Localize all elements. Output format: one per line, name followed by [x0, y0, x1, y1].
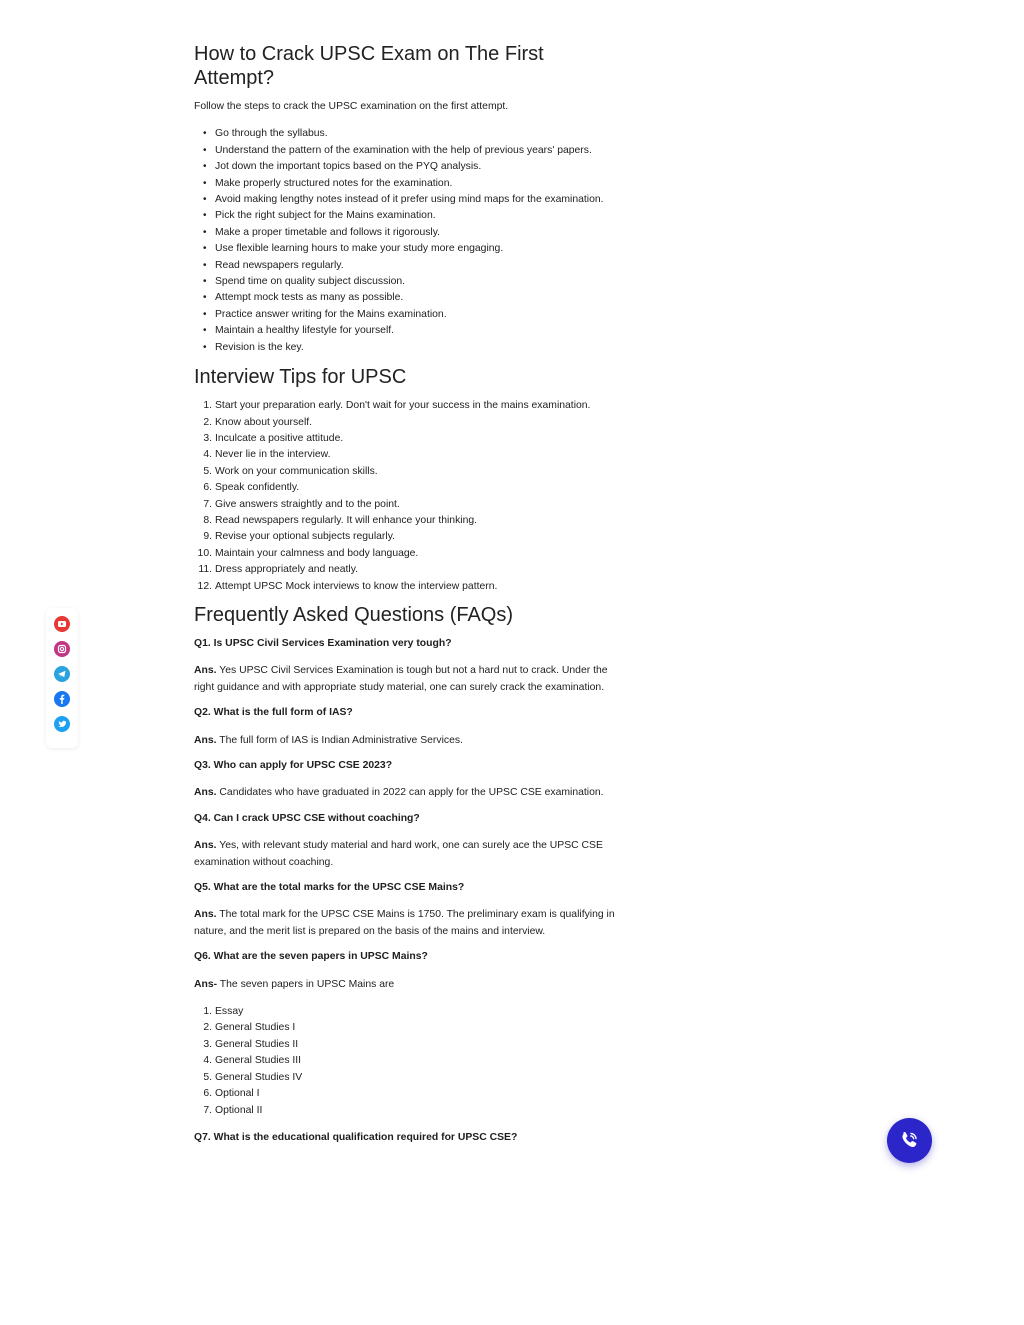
- list-item: • Revision is the key.: [194, 340, 619, 356]
- list-item-text: Read newspapers regularly. It will enhance your thinking.: [215, 514, 478, 526]
- list-item: • Attempt mock tests as many as possible.: [194, 290, 619, 306]
- list-item: [194, 1004, 619, 1020]
- list-item: [194, 1103, 619, 1119]
- list-item-text: Attempt UPSC Mock interviews to know the interview pattern.: [215, 580, 498, 592]
- faq-answer: [194, 663, 619, 696]
- faq-question: Q3. Who can apply for UPSC CSE 2023?: [194, 760, 393, 771]
- list-item-text: Inculcate a positive attitude.: [215, 432, 344, 444]
- list-number: 10.: [197, 547, 212, 559]
- faq-answer-prefix: Ans.: [194, 734, 217, 746]
- list-item: • Avoid making lengthy notes instead of it prefer using mind maps for the examination.: [194, 192, 619, 208]
- faq-answer-text: Yes, with relevant study material and hard work, one can surely ace the UPSC CSE examination without coaching.: [194, 840, 603, 868]
- section-heading-faqs: Frequently Asked Questions (FAQs): [194, 603, 514, 626]
- phone-icon: [887, 1118, 932, 1163]
- list-item: [194, 513, 619, 529]
- faq-answer-prefix: Ans-: [194, 978, 218, 990]
- list-item: [194, 546, 619, 562]
- list-number: 12.: [197, 580, 212, 592]
- list-number: 3.: [203, 432, 212, 444]
- list-number: 2.: [203, 1022, 212, 1034]
- list-number: 7.: [203, 1104, 212, 1116]
- section-heading-crack-upsc: How to Crack UPSC Exam on The First Attempt?: [194, 43, 544, 89]
- interview-tips-list: [194, 398, 619, 595]
- list-item: [194, 415, 619, 431]
- faq-answer-text: The seven papers in UPSC Mains are: [217, 978, 395, 990]
- list-number: 8.: [203, 514, 212, 526]
- list-number: 6.: [203, 482, 212, 494]
- list-item: • Understand the pattern of the examination with the help of previous years' papers.: [194, 143, 619, 159]
- list-item: • Maintain a healthy lifestyle for yourself.: [194, 323, 619, 339]
- faq-question: Q6. What are the seven papers in UPSC Mains?: [194, 951, 428, 963]
- list-item-text: Optional II: [215, 1104, 263, 1116]
- list-item: [194, 1020, 619, 1036]
- list-item: • Make a proper timetable and follows it rigorously.: [194, 225, 619, 241]
- faq-answer-text: The total mark for the UPSC CSE Mains is 1750. The preliminary exam is qualifying in nature, and the merit list is prepared on the basis of the mains and interview.: [194, 909, 615, 937]
- list-item-text: Revise your optional subjects regularly.: [215, 531, 395, 543]
- list-item-text: Optional I: [215, 1088, 260, 1100]
- list-item-text: General Studies II: [215, 1038, 299, 1050]
- faq-question: Q2. What is the full form of IAS?: [194, 707, 353, 719]
- faq-answer-prefix: Ans.: [194, 787, 217, 799]
- list-number: 4.: [203, 449, 212, 461]
- list-item-text: Start your preparation early. Don't wait for your success in the mains examination.: [215, 400, 591, 412]
- list-item-text: Give answers straightly and to the point.: [215, 498, 400, 510]
- list-item: [194, 1086, 619, 1102]
- list-item-text: Essay: [215, 1006, 244, 1018]
- faq-list: [194, 636, 619, 993]
- faq-answer: [194, 838, 619, 871]
- faq-answer: [194, 977, 619, 993]
- section-intro: Follow the steps to crack the UPSC examination on the first attempt.: [194, 101, 509, 112]
- faq-question: Q7. What is the educational qualification required for UPSC CSE?: [194, 1131, 518, 1143]
- faq-answer-text: The full form of IAS is Indian Administrative Services.: [216, 734, 463, 746]
- list-item-text: General Studies IV: [215, 1071, 303, 1083]
- facebook-icon[interactable]: [54, 691, 70, 707]
- faq-answer-prefix: Ans.: [194, 840, 217, 852]
- instagram-icon[interactable]: [54, 641, 70, 657]
- list-item: [194, 497, 619, 513]
- list-item-text: Speak confidently.: [215, 482, 300, 494]
- list-number: 11.: [198, 564, 212, 576]
- list-item: • Go through the syllabus.: [194, 126, 619, 142]
- article-content: [194, 42, 619, 1146]
- list-item-text: General Studies III: [215, 1055, 302, 1067]
- faq-answer: [194, 785, 619, 801]
- faq-answer: [194, 733, 619, 749]
- faq-question: Q4. Can I crack UPSC CSE without coaching?: [194, 812, 420, 824]
- list-item-text: Know about yourself.: [215, 416, 313, 428]
- list-item: • Read newspapers regularly.: [194, 258, 619, 274]
- list-number: 9.: [203, 531, 212, 543]
- list-item: [194, 464, 619, 480]
- list-item-text: Maintain your calmness and body language.: [215, 547, 419, 559]
- list-item-text: Work on your communication skills.: [215, 465, 378, 477]
- list-item: [194, 562, 619, 578]
- list-item: • Jot down the important topics based on the PYQ analysis.: [194, 159, 619, 175]
- youtube-icon[interactable]: [54, 616, 70, 632]
- faq-question: Q1. Is UPSC Civil Services Examination very tough?: [194, 637, 452, 649]
- telegram-icon[interactable]: [54, 666, 70, 682]
- list-item: • Make properly structured notes for the examination.: [194, 176, 619, 192]
- list-item: • Spend time on quality subject discussion.: [194, 274, 619, 290]
- list-item: [194, 1053, 619, 1069]
- list-number: 1.: [203, 1006, 212, 1018]
- list-item: • Practice answer writing for the Mains examination.: [194, 307, 619, 323]
- section-heading-interview-tips: Interview Tips for UPSC: [194, 366, 407, 389]
- faq-answer-prefix: Ans.: [194, 665, 217, 677]
- list-item-text: Never lie in the interview.: [215, 449, 331, 461]
- twitter-icon[interactable]: [54, 716, 70, 732]
- list-number: 3.: [203, 1038, 212, 1050]
- mains-papers-list: [194, 1004, 619, 1119]
- list-item: [194, 1070, 619, 1086]
- faq-answer-text: Yes UPSC Civil Services Examination is tough but not a hard nut to crack. Under the right guidance and with appropriate study material, one can surely crack the examination.: [194, 665, 608, 693]
- faq-answer: [194, 907, 619, 940]
- faq-answer-prefix: Ans.: [194, 909, 217, 921]
- list-item-text: Dress appropriately and neatly.: [215, 564, 359, 576]
- list-item: [194, 447, 619, 463]
- list-number: 7.: [203, 498, 212, 510]
- list-item: [194, 1037, 619, 1053]
- list-number: 1.: [203, 400, 212, 412]
- list-number: 4.: [203, 1055, 212, 1067]
- list-item-text: General Studies I: [215, 1022, 296, 1034]
- list-item: [194, 529, 619, 545]
- faq-answer-text: Candidates who have graduated in 2022 can apply for the UPSC CSE examination.: [216, 787, 604, 799]
- faq-question: Q5. What are the total marks for the UPSC CSE Mains?: [194, 882, 465, 894]
- list-number: 2.: [203, 416, 212, 428]
- list-number: 5.: [203, 1071, 212, 1083]
- list-item: [194, 431, 619, 447]
- list-item: • Pick the right subject for the Mains examination.: [194, 208, 619, 224]
- list-item: • Use flexible learning hours to make your study more engaging.: [194, 241, 619, 257]
- list-number: 5.: [203, 465, 212, 477]
- list-item: [194, 480, 619, 496]
- call-button[interactable]: [887, 1118, 932, 1163]
- steps-list: [194, 126, 619, 356]
- social-share-bar: [46, 608, 78, 748]
- list-number: 6.: [203, 1088, 212, 1100]
- list-item: [194, 398, 619, 414]
- list-item: [194, 579, 619, 595]
